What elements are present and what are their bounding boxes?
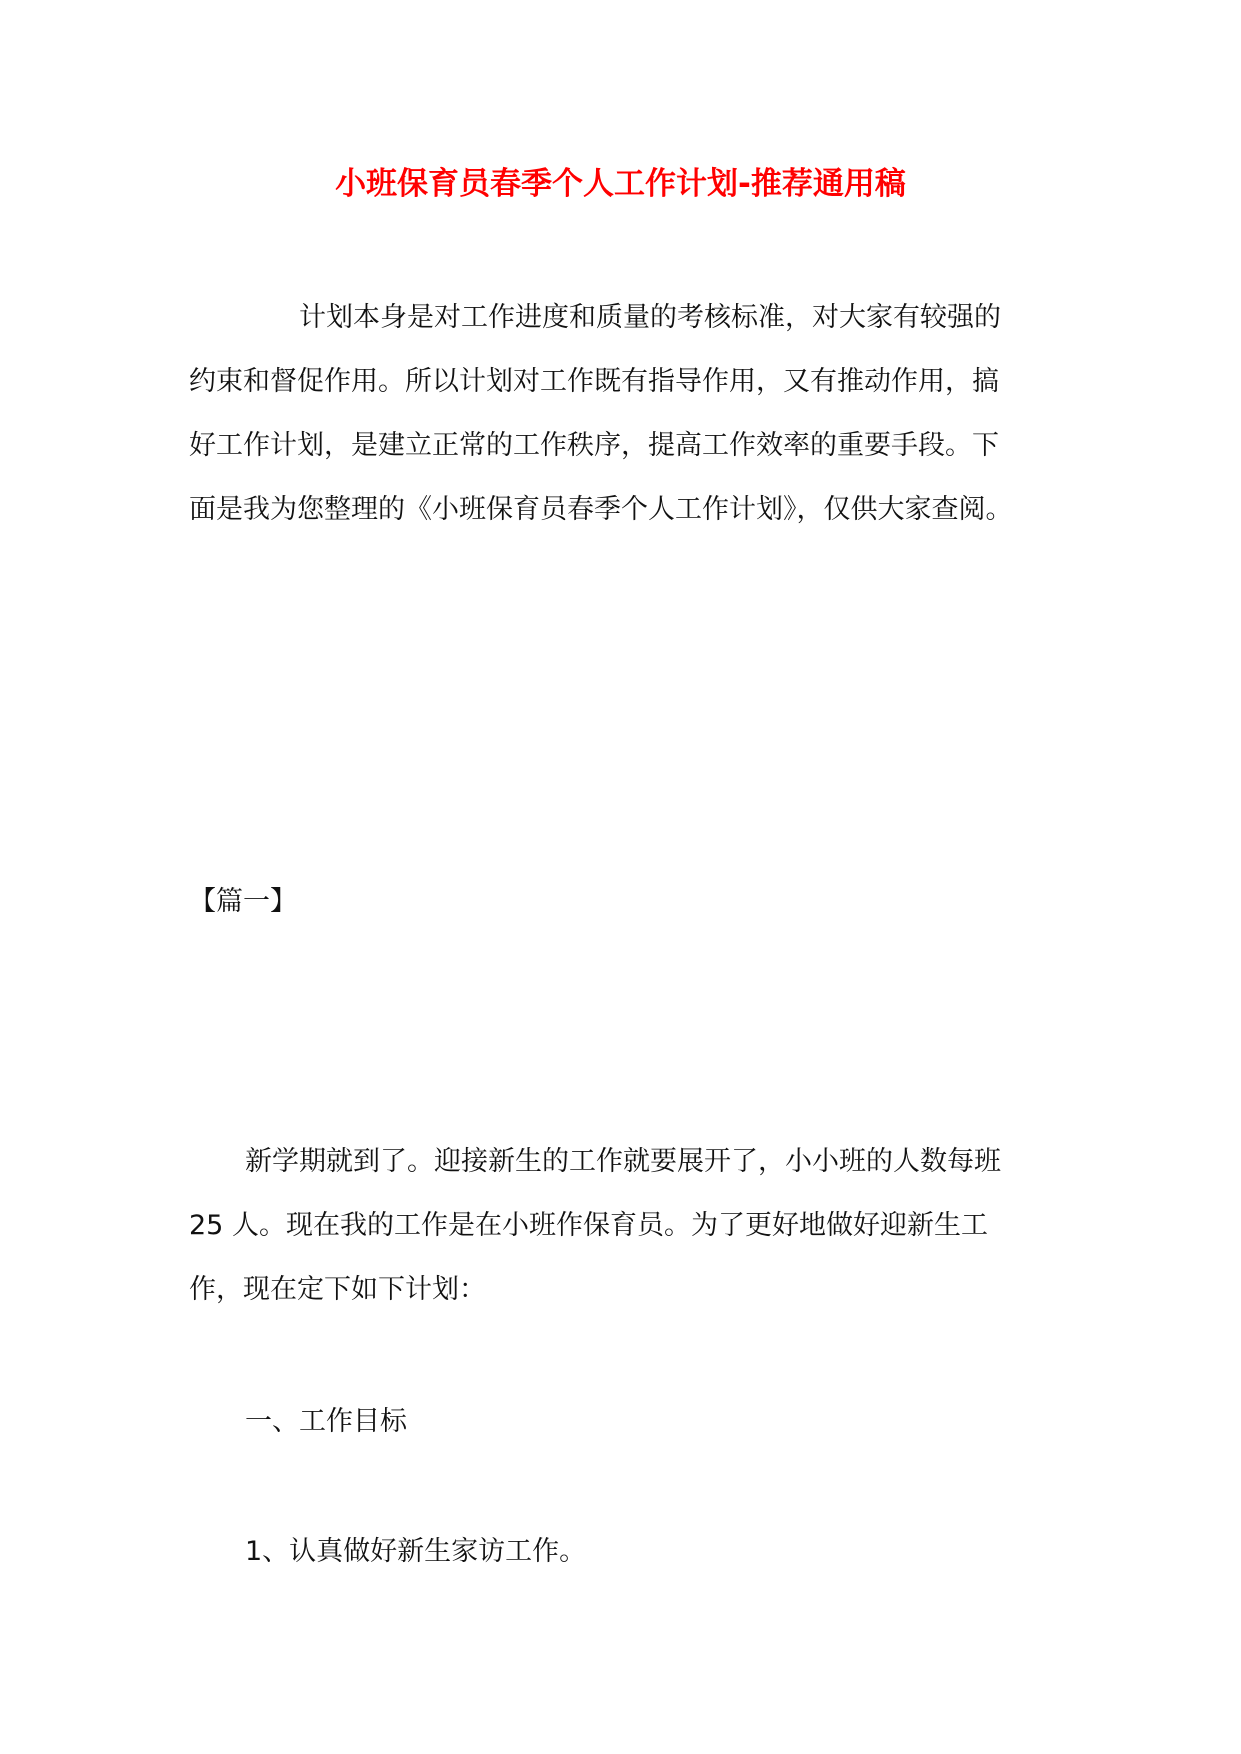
intro-line: 计划本身是对工作进度和质量的考核标准，对大家有较强的 — [299, 302, 1001, 333]
intro-line: 面是我为您整理的《小班保育员春季个人工作计划》，仅供大家查阅。 — [189, 494, 1013, 525]
body-line: 25 人。现在我的工作是在小班作保育员。为了更好地做好迎新生工 — [189, 1210, 988, 1241]
intro-line: 约束和督促作用。所以计划对工作既有指导作用，又有推动作用，搞 — [189, 366, 999, 397]
intro-paragraph — [189, 286, 1059, 542]
goal-item: 1、认真做好新生家访工作。 — [245, 1536, 587, 1567]
intro-line: 好工作计划，是建立正常的工作秩序，提高工作效率的重要手段。下 — [189, 430, 999, 461]
section-tag: 【篇一】 — [189, 886, 297, 917]
body-line: 新学期就到了。迎接新生的工作就要展开了，小小班的人数每班 — [245, 1146, 1001, 1177]
body-paragraph — [189, 1130, 1059, 1322]
body-line: 作，现在定下如下计划： — [189, 1274, 486, 1305]
goal-heading: 一、工作目标 — [245, 1406, 407, 1437]
document-title: 小班保育员春季个人工作计划-推荐通用稿 — [335, 166, 906, 202]
